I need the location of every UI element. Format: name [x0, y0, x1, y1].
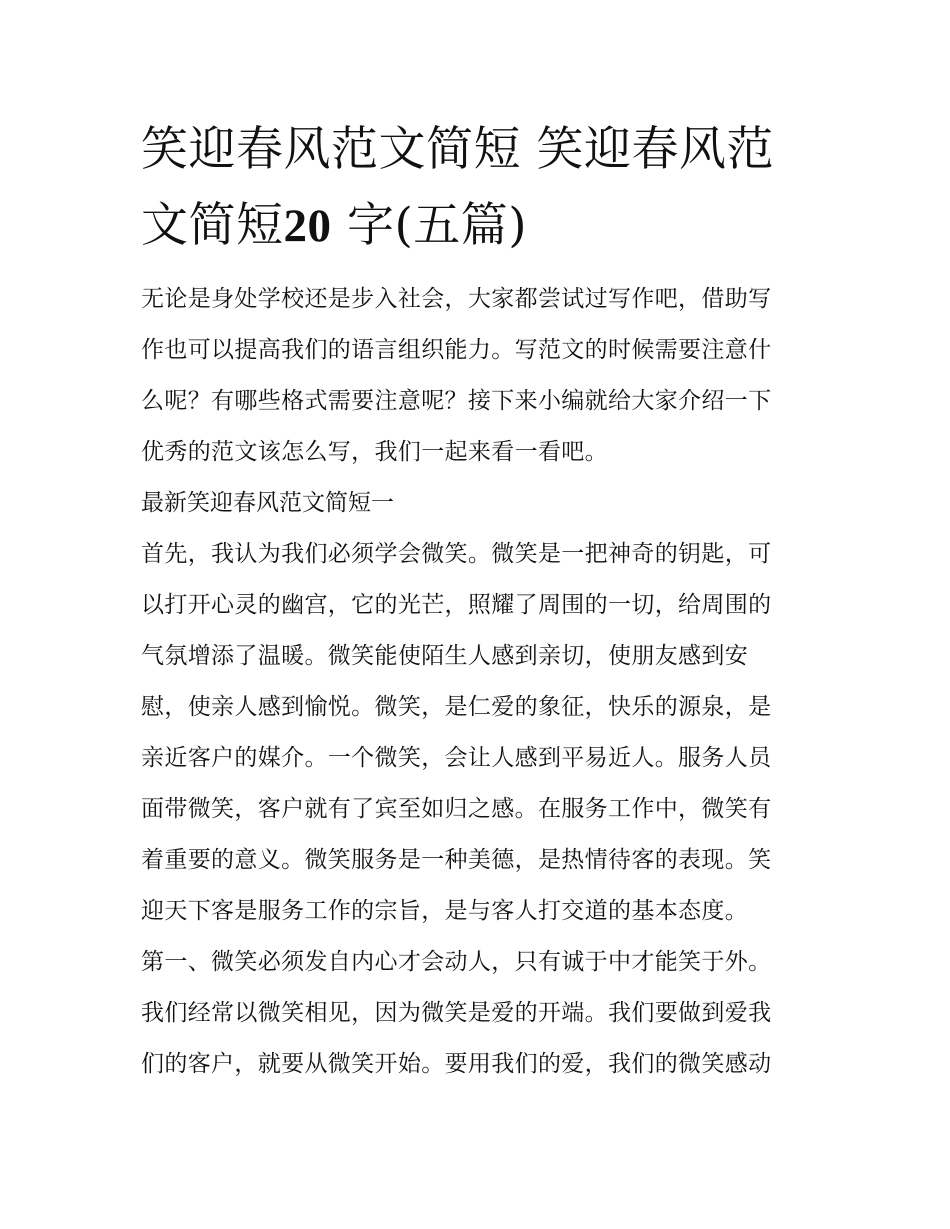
section-line-7: 着重要的意义。微笑服务是一种美德，是热情待客的表现。笑: [141, 847, 772, 873]
section-line-2: 以打开心灵的幽宫，它的光芒，照耀了周围的一切，给周围的: [141, 592, 772, 618]
title-number: 20: [283, 200, 332, 252]
title-line-2-part-a: 文简短: [141, 198, 284, 253]
section-line-8: 迎天下客是服务工作的宗旨，是与客人打交道的基本态度。: [141, 898, 749, 924]
section-line-1: 首先，我认为我们必须学会微笑。微笑是一把神奇的钥匙，可: [141, 541, 772, 567]
document-body: [141, 274, 813, 1090]
section-heading: 最新笑迎春风范文简短一: [141, 490, 394, 516]
title-line-1: 笑迎春风范文简短 笑迎春风范: [141, 122, 774, 177]
intro-line-3: 么呢？有哪些格式需要注意呢？接下来小编就给大家介绍一下: [141, 388, 772, 414]
intro-line-2: 作也可以提高我们的语言组织能力。写范文的时候需要注意什: [141, 337, 772, 363]
section-line-10: 我们经常以微笑相见，因为微笑是爱的开端。我们要做到爱我: [141, 1000, 772, 1026]
title-line-2-part-b: 字(五篇): [346, 198, 528, 253]
section-line-9: 第一、微笑必须发自内心才会动人，只有诚于中才能笑于外。: [141, 949, 772, 975]
section-line-4: 慰，使亲人感到愉悦。微笑，是仁爱的象征，快乐的源泉，是: [141, 694, 772, 720]
document-page: [141, 112, 813, 1090]
document-title: [141, 112, 813, 264]
intro-line-1: 无论是身处学校还是步入社会，大家都尝试过写作吧，借助写: [141, 286, 772, 312]
section-line-3: 气氛增添了温暖。微笑能使陌生人感到亲切，使朋友感到安: [141, 643, 749, 669]
intro-line-4: 优秀的范文该怎么写，我们一起来看一看吧。: [141, 439, 608, 465]
section-line-11: 们的客户，就要从微笑开始。要用我们的爱，我们的微笑感动: [141, 1051, 772, 1077]
section-line-6: 面带微笑，客户就有了宾至如归之感。在服务工作中，微笑有: [141, 796, 772, 822]
section-line-5: 亲近客户的媒介。一个微笑，会让人感到平易近人。服务人员: [141, 745, 772, 771]
